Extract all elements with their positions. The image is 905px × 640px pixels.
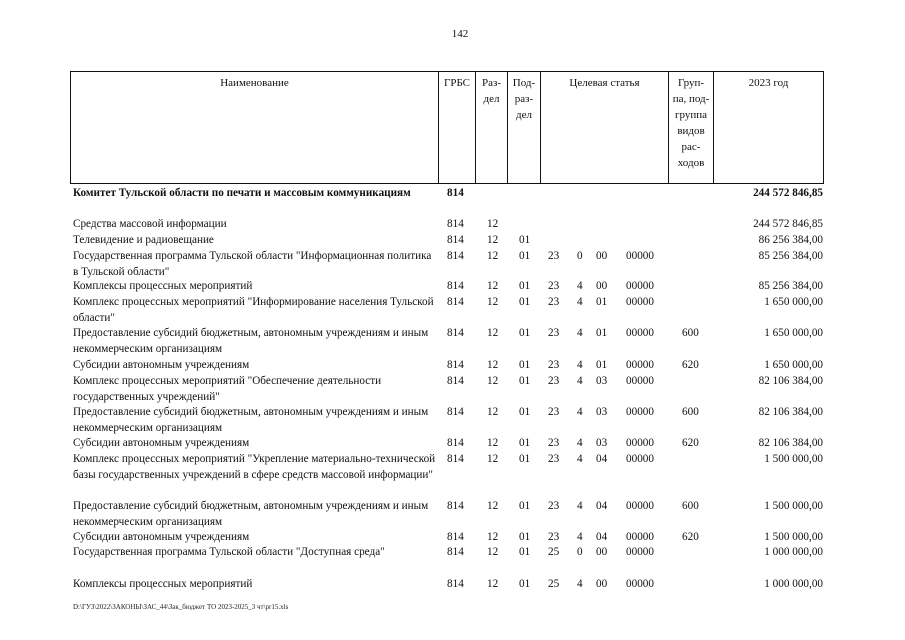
header-razdel: Раз- дел	[475, 71, 508, 184]
cell-target-complex: 00	[596, 280, 608, 292]
cell-sum-2023: 1 000 000,00	[764, 546, 823, 558]
cell-target-type: 4	[577, 500, 583, 512]
cell-name: Предоставление субсидий бюджетным, автономным учреждениям и иным некоммерческим организациям	[73, 327, 429, 355]
cell-razdel: 12	[487, 327, 499, 339]
header-vr: Груп- па, под- группа видов рас- ходов	[668, 71, 714, 184]
cell-grbs: 814	[447, 500, 464, 512]
cell-podrazdel: 01	[519, 500, 531, 512]
cell-grbs: 814	[447, 250, 464, 262]
header-target: Целевая статья	[540, 71, 669, 184]
cell-razdel: 12	[487, 453, 499, 465]
header-podrazdel: Под- раз- дел	[507, 71, 541, 184]
cell-target-direction: 00000	[626, 406, 654, 418]
cell-sum-2023: 82 106 384,00	[758, 375, 823, 387]
cell-podrazdel: 01	[519, 406, 531, 418]
cell-name: Средства массовой информации	[73, 218, 227, 230]
cell-name: Государственная программа Тульской области "Доступная среда"	[73, 546, 385, 558]
cell-target-direction: 00000	[626, 437, 654, 449]
cell-target-direction: 00000	[626, 546, 654, 558]
cell-razdel: 12	[487, 218, 499, 230]
cell-target-type: 4	[577, 453, 583, 465]
cell-sum-2023: 1 500 000,00	[764, 531, 823, 543]
cell-razdel: 12	[487, 375, 499, 387]
cell-target-program: 23	[548, 406, 560, 418]
cell-target-program: 23	[548, 250, 560, 262]
cell-target-program: 23	[548, 453, 560, 465]
cell-sum-2023: 82 106 384,00	[758, 406, 823, 418]
cell-sum-2023: 244 572 846,85	[753, 218, 823, 230]
cell-name: Государственная программа Тульской области "Информационная политика в Тульской области"	[73, 250, 432, 278]
cell-razdel: 12	[487, 546, 499, 558]
cell-razdel: 12	[487, 500, 499, 512]
cell-sum-2023: 1 650 000,00	[764, 296, 823, 308]
cell-grbs: 814	[447, 359, 464, 371]
cell-sum-2023: 1 500 000,00	[764, 500, 823, 512]
cell-target-type: 4	[577, 296, 583, 308]
cell-target-type: 0	[577, 546, 583, 558]
cell-target-complex: 01	[596, 296, 608, 308]
cell-target-complex: 04	[596, 453, 608, 465]
cell-grbs: 814	[447, 437, 464, 449]
cell-name: Предоставление субсидий бюджетным, автономным учреждениям и иным некоммерческим организациям	[73, 406, 429, 434]
cell-podrazdel: 01	[519, 531, 531, 543]
cell-target-type: 4	[577, 578, 583, 590]
header-grbs: ГРБС	[438, 71, 476, 184]
cell-podrazdel: 01	[519, 437, 531, 449]
cell-target-type: 4	[577, 327, 583, 339]
cell-expense-group: 620	[682, 531, 699, 543]
cell-target-complex: 03	[596, 437, 608, 449]
cell-target-type: 4	[577, 375, 583, 387]
cell-sum-2023: 244 572 846,85	[753, 187, 823, 199]
cell-razdel: 12	[487, 250, 499, 262]
cell-name: Комплексы процессных мероприятий	[73, 280, 253, 292]
cell-grbs: 814	[447, 327, 464, 339]
cell-target-complex: 03	[596, 375, 608, 387]
cell-target-complex: 04	[596, 500, 608, 512]
cell-razdel: 12	[487, 437, 499, 449]
cell-target-direction: 00000	[626, 453, 654, 465]
cell-sum-2023: 85 256 384,00	[758, 280, 823, 292]
cell-podrazdel: 01	[519, 375, 531, 387]
cell-target-direction: 00000	[626, 296, 654, 308]
cell-target-program: 23	[548, 500, 560, 512]
cell-name: Субсидии автономным учреждениям	[73, 437, 250, 449]
cell-target-direction: 00000	[626, 500, 654, 512]
cell-grbs: 814	[447, 406, 464, 418]
cell-target-type: 4	[577, 280, 583, 292]
cell-grbs: 814	[447, 280, 464, 292]
cell-sum-2023: 1 650 000,00	[764, 359, 823, 371]
cell-razdel: 12	[487, 406, 499, 418]
cell-target-direction: 00000	[626, 359, 654, 371]
cell-target-type: 4	[577, 531, 583, 543]
cell-target-complex: 00	[596, 578, 608, 590]
cell-expense-group: 620	[682, 359, 699, 371]
cell-target-program: 23	[548, 375, 560, 387]
cell-name: Комплекс процессных мероприятий "Обеспечение деятельности государственных учреждений"	[73, 375, 382, 403]
cell-razdel: 12	[487, 234, 499, 246]
cell-target-complex: 03	[596, 406, 608, 418]
cell-razdel: 12	[487, 280, 499, 292]
cell-sum-2023: 82 106 384,00	[758, 437, 823, 449]
cell-target-program: 23	[548, 280, 560, 292]
cell-target-direction: 00000	[626, 531, 654, 543]
cell-podrazdel: 01	[519, 453, 531, 465]
cell-target-direction: 00000	[626, 327, 654, 339]
cell-target-complex: 01	[596, 327, 608, 339]
cell-sum-2023: 85 256 384,00	[758, 250, 823, 262]
cell-name: Телевидение и радиовещание	[73, 234, 214, 246]
cell-expense-group: 600	[682, 406, 699, 418]
cell-razdel: 12	[487, 296, 499, 308]
cell-razdel: 12	[487, 578, 499, 590]
cell-podrazdel: 01	[519, 234, 531, 246]
cell-name: Субсидии автономным учреждениям	[73, 359, 250, 371]
cell-target-program: 25	[548, 578, 560, 590]
cell-podrazdel: 01	[519, 546, 531, 558]
cell-target-direction: 00000	[626, 578, 654, 590]
cell-target-complex: 04	[596, 531, 608, 543]
cell-grbs: 814	[447, 234, 464, 246]
cell-grbs: 814	[447, 546, 464, 558]
cell-name: Комитет Тульской области по печати и массовым коммуникациям	[73, 187, 411, 199]
cell-target-direction: 00000	[626, 250, 654, 262]
cell-target-program: 23	[548, 327, 560, 339]
header-name: Наименование	[70, 71, 439, 184]
cell-sum-2023: 1 000 000,00	[764, 578, 823, 590]
page-number: 142	[451, 28, 469, 40]
cell-grbs: 814	[447, 218, 464, 230]
footer-file-path: D:\ГУЗ\2022\ЗАКОНЫ\ЗАС_44\Зак_бюджет ТО 2023-2025_3 чт\pr15.xls	[73, 603, 289, 611]
cell-podrazdel: 01	[519, 296, 531, 308]
cell-target-complex: 00	[596, 250, 608, 262]
cell-expense-group: 620	[682, 437, 699, 449]
cell-grbs: 814	[447, 531, 464, 543]
cell-name: Комплекс процессных мероприятий "Информирование населения Тульской области"	[73, 296, 434, 324]
cell-grbs: 814	[447, 296, 464, 308]
cell-target-type: 4	[577, 406, 583, 418]
cell-target-direction: 00000	[626, 375, 654, 387]
cell-podrazdel: 01	[519, 578, 531, 590]
cell-razdel: 12	[487, 531, 499, 543]
cell-grbs: 814	[447, 375, 464, 387]
cell-podrazdel: 01	[519, 359, 531, 371]
cell-target-type: 4	[577, 359, 583, 371]
header-sum: 2023 год	[713, 71, 824, 184]
cell-target-type: 0	[577, 250, 583, 262]
cell-target-program: 23	[548, 296, 560, 308]
cell-grbs: 814	[447, 578, 464, 590]
cell-sum-2023: 1 500 000,00	[764, 453, 823, 465]
cell-podrazdel: 01	[519, 327, 531, 339]
cell-target-direction: 00000	[626, 280, 654, 292]
cell-sum-2023: 1 650 000,00	[764, 327, 823, 339]
cell-name: Субсидии автономным учреждениям	[73, 531, 250, 543]
cell-grbs: 814	[447, 187, 464, 199]
cell-target-program: 23	[548, 437, 560, 449]
cell-expense-group: 600	[682, 500, 699, 512]
cell-grbs: 814	[447, 453, 464, 465]
cell-razdel: 12	[487, 359, 499, 371]
cell-target-program: 25	[548, 546, 560, 558]
cell-podrazdel: 01	[519, 280, 531, 292]
cell-sum-2023: 86 256 384,00	[758, 234, 823, 246]
cell-name: Комплексы процессных мероприятий	[73, 578, 253, 590]
cell-target-complex: 00	[596, 546, 608, 558]
cell-target-type: 4	[577, 437, 583, 449]
cell-target-complex: 01	[596, 359, 608, 371]
cell-podrazdel: 01	[519, 250, 531, 262]
cell-target-program: 23	[548, 531, 560, 543]
cell-target-program: 23	[548, 359, 560, 371]
cell-name: Комплекс процессных мероприятий "Укрепление материально-технической базы государственных учреждений в сфере средств массовой информации"	[73, 453, 436, 481]
cell-name: Предоставление субсидий бюджетным, автономным учреждениям и иным некоммерческим организациям	[73, 500, 429, 528]
cell-expense-group: 600	[682, 327, 699, 339]
